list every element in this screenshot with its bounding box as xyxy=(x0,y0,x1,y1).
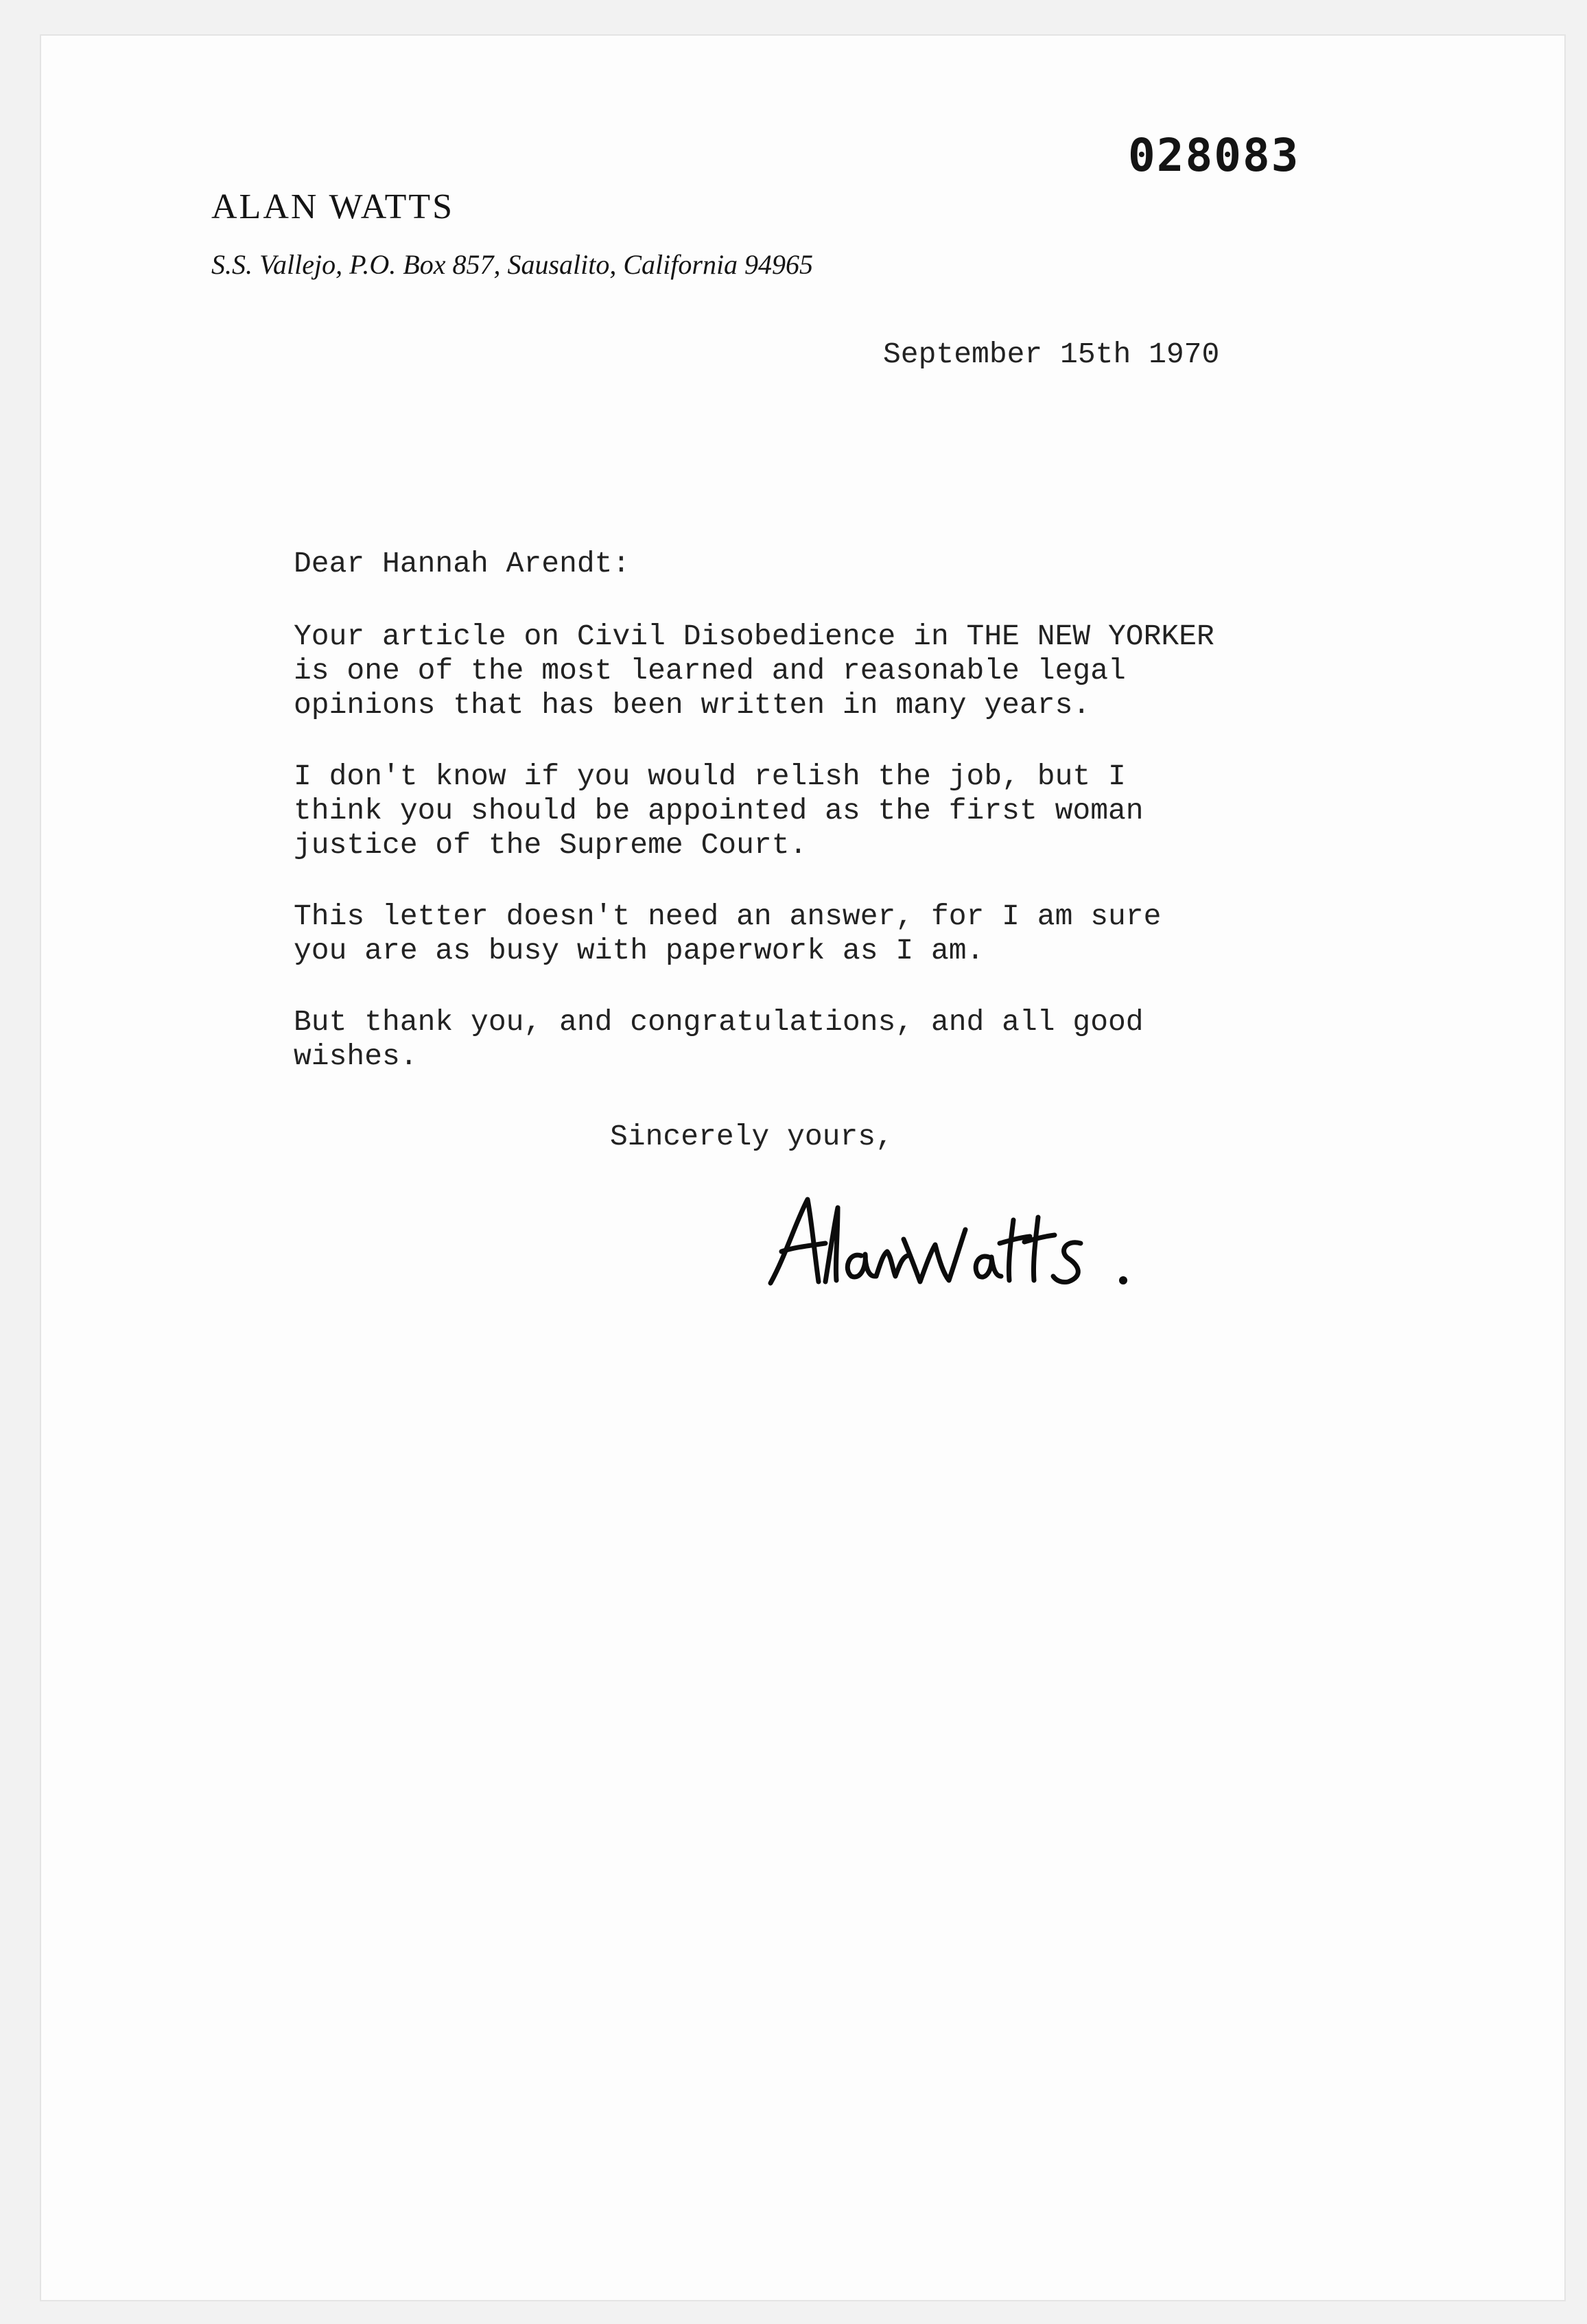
letter-page xyxy=(41,36,1564,2300)
handwritten-signature xyxy=(758,1180,1142,1304)
letter-body xyxy=(294,620,1405,1111)
body-paragraph-2: I don't know if you would relish the job, but I think you should be appointed as the first woman justice of the Supreme Court. xyxy=(294,760,1144,862)
document-number: 028083 xyxy=(1128,129,1300,182)
body-paragraph-1: Your article on Civil Disobedience in THE NEW YORKER is one of the most learned and reasonable legal opinions that has been written in many years. xyxy=(294,620,1214,722)
salutation: Dear Hannah Arendt: xyxy=(294,547,631,580)
body-paragraph-3: This letter doesn't need an answer, for I am sure you are as busy with paperwork as I am. xyxy=(294,900,1162,967)
letter-date: September 15th 1970 xyxy=(883,338,1220,371)
closing: Sincerely yours, xyxy=(610,1120,893,1153)
letterhead-name: ALAN WATTS xyxy=(211,187,455,226)
letterhead-address: S.S. Vallejo, P.O. Box 857, Sausalito, California 94965 xyxy=(211,249,814,280)
body-paragraph-4: But thank you, and congratulations, and all good wishes. xyxy=(294,1005,1144,1073)
